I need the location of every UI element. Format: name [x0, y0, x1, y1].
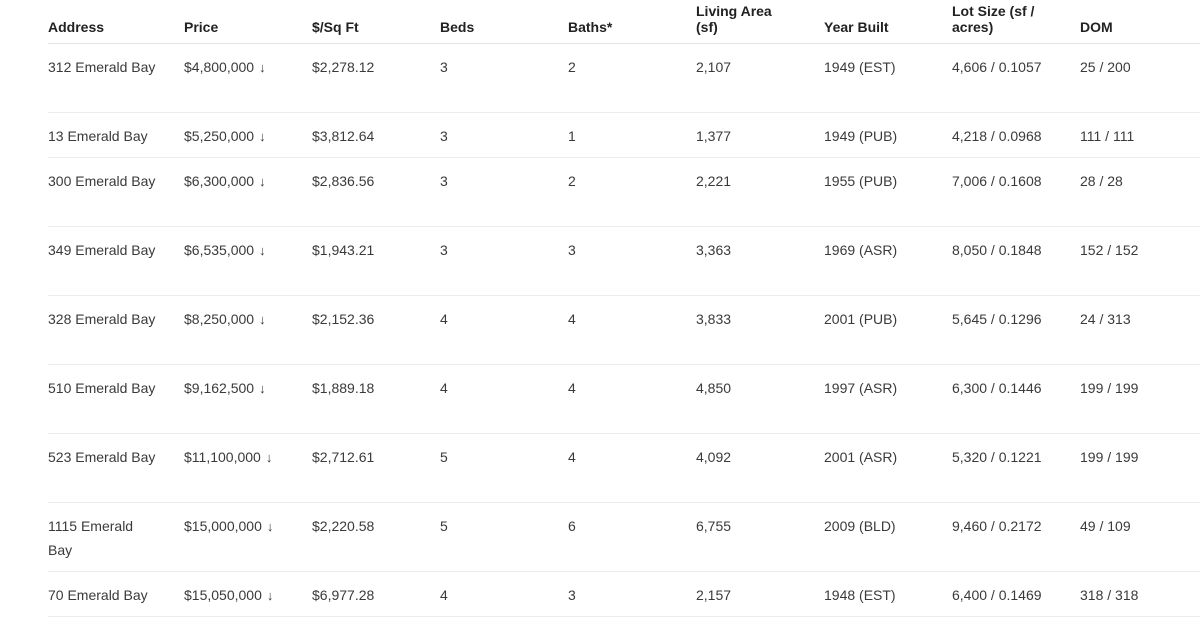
table-row [48, 433, 1200, 502]
living-area-cell: 4,850 [696, 364, 824, 433]
baths-cell: 2 [568, 43, 696, 112]
price-text: $6,535,000 [184, 241, 255, 258]
price-cell [184, 226, 312, 295]
beds-cell: 4 [440, 295, 568, 364]
year-built-cell: 1949 (EST) [824, 43, 952, 112]
living-area-cell: 3,363 [696, 226, 824, 295]
address-text: 328 Emerald Bay [48, 310, 156, 327]
living-area-cell: 6,755 [696, 502, 824, 571]
price-text: $8,250,000 [184, 310, 255, 327]
year-built-cell: 1948 (EST) [824, 571, 952, 616]
year-built-cell: 2001 (ASR) [824, 433, 952, 502]
price-per-sqft-cell: $1,889.18 [312, 364, 440, 433]
price-text: $5,250,000 [184, 127, 255, 144]
baths-cell: 3 [568, 226, 696, 295]
dom-cell: 111 / 111 [1080, 112, 1200, 157]
year-built-cell: 2009 (BLD) [824, 502, 952, 571]
price-cell [184, 433, 312, 502]
year-built-cell: 1997 (ASR) [824, 364, 952, 433]
arrow-down-icon: ↓ [266, 587, 274, 603]
address-text: 312 Emerald Bay [48, 58, 156, 75]
baths-cell: 4 [568, 364, 696, 433]
dom-cell: 24 / 313 [1080, 295, 1200, 364]
header-year-built: Year Built [824, 0, 952, 43]
table-row [48, 157, 1200, 226]
lot-size-cell: 4,606 / 0.1057 [952, 43, 1080, 112]
beds-cell: 3 [440, 157, 568, 226]
living-area-cell: 1,377 [696, 112, 824, 157]
year-built-cell: 1949 (PUB) [824, 112, 952, 157]
beds-cell: 3 [440, 43, 568, 112]
price-per-sqft-cell: $2,152.36 [312, 295, 440, 364]
price-cell [184, 364, 312, 433]
price-per-sqft-cell: $2,278.12 [312, 43, 440, 112]
arrow-down-icon: ↓ [259, 128, 266, 144]
beds-cell: 5 [440, 433, 568, 502]
price-per-sqft-cell: $2,220.58 [312, 502, 440, 571]
lot-size-cell: 5,645 / 0.1296 [952, 295, 1080, 364]
price-per-sqft-cell: $2,836.56 [312, 157, 440, 226]
dom-cell: 318 / 318 [1080, 571, 1200, 616]
beds-cell: 4 [440, 364, 568, 433]
address-cell [48, 502, 184, 571]
table-row [48, 295, 1200, 364]
price-text: $11,100,000 [184, 448, 261, 465]
price-text: $6,300,000 [184, 172, 255, 189]
header-beds: Beds [440, 0, 568, 43]
price-per-sqft-cell: $2,712.61 [312, 433, 440, 502]
arrow-down-icon: ↓ [259, 380, 266, 396]
header-address: Address [48, 0, 184, 43]
price-cell [184, 295, 312, 364]
living-area-cell: 2,157 [696, 571, 824, 616]
address-cell [48, 43, 184, 112]
header-dom: DOM [1080, 0, 1200, 43]
address-text: 70 Emerald Bay [48, 586, 148, 603]
table-row [48, 226, 1200, 295]
price-text: $15,050,000 [184, 586, 262, 603]
price-text: $4,800,000 [184, 58, 255, 75]
baths-cell: 3 [568, 571, 696, 616]
dom-cell: 25 / 200 [1080, 43, 1200, 112]
living-area-cell: 2,221 [696, 157, 824, 226]
living-area-cell: 2,107 [696, 43, 824, 112]
lot-size-cell: 7,006 / 0.1608 [952, 157, 1080, 226]
arrow-down-icon: ↓ [266, 518, 274, 534]
arrow-down-icon: ↓ [259, 173, 266, 189]
header-living-area: Living Area (sf) [696, 0, 824, 43]
price-cell [184, 43, 312, 112]
listings-table [48, 0, 1200, 617]
header-price: Price [184, 0, 312, 43]
price-text: $15,000,000 [184, 517, 262, 534]
baths-cell: 2 [568, 157, 696, 226]
beds-cell: 5 [440, 502, 568, 571]
price-per-sqft-cell: $1,943.21 [312, 226, 440, 295]
address-text: 349 Emerald Bay [48, 241, 156, 258]
price-cell [184, 112, 312, 157]
table-row [48, 364, 1200, 433]
baths-cell: 1 [568, 112, 696, 157]
arrow-down-icon: ↓ [259, 242, 266, 258]
price-cell [184, 157, 312, 226]
dom-cell: 199 / 199 [1080, 364, 1200, 433]
year-built-cell: 2001 (PUB) [824, 295, 952, 364]
baths-cell: 4 [568, 433, 696, 502]
table-row [48, 112, 1200, 157]
lot-size-cell: 5,320 / 0.1221 [952, 433, 1080, 502]
lot-size-cell: 6,300 / 0.1446 [952, 364, 1080, 433]
address-cell [48, 295, 184, 364]
table-header [48, 0, 1200, 43]
price-per-sqft-cell: $3,812.64 [312, 112, 440, 157]
lot-size-cell: 6,400 / 0.1469 [952, 571, 1080, 616]
lot-size-cell: 9,460 / 0.2172 [952, 502, 1080, 571]
living-area-cell: 4,092 [696, 433, 824, 502]
address-cell [48, 112, 184, 157]
dom-cell: 152 / 152 [1080, 226, 1200, 295]
dom-cell: 28 / 28 [1080, 157, 1200, 226]
address-text: 13 Emerald Bay [48, 127, 148, 144]
address-text: 523 Emerald Bay [48, 448, 156, 465]
lot-size-cell: 8,050 / 0.1848 [952, 226, 1080, 295]
header-row [48, 0, 1200, 43]
living-area-cell: 3,833 [696, 295, 824, 364]
address-cell [48, 571, 184, 616]
arrow-down-icon: ↓ [265, 449, 273, 465]
beds-cell: 4 [440, 571, 568, 616]
year-built-cell: 1955 (PUB) [824, 157, 952, 226]
arrow-down-icon: ↓ [259, 311, 266, 327]
price-cell [184, 502, 312, 571]
address-cell [48, 433, 184, 502]
year-built-cell: 1969 (ASR) [824, 226, 952, 295]
baths-cell: 6 [568, 502, 696, 571]
address-cell [48, 157, 184, 226]
price-per-sqft-cell: $6,977.28 [312, 571, 440, 616]
table-row [48, 571, 1200, 616]
lot-size-cell: 4,218 / 0.0968 [952, 112, 1080, 157]
address-text: 300 Emerald Bay [48, 172, 156, 189]
beds-cell: 3 [440, 112, 568, 157]
header-lot-size: Lot Size (sf / acres) [952, 0, 1080, 43]
beds-cell: 3 [440, 226, 568, 295]
arrow-down-icon: ↓ [259, 59, 266, 75]
price-cell [184, 571, 312, 616]
price-text: $9,162,500 [184, 379, 255, 396]
table-body [48, 43, 1200, 616]
address-text: 1115 Emerald Bay [48, 517, 134, 558]
table-row [48, 43, 1200, 112]
table-row [48, 502, 1200, 571]
address-text: 510 Emerald Bay [48, 379, 156, 396]
baths-cell: 4 [568, 295, 696, 364]
dom-cell: 49 / 109 [1080, 502, 1200, 571]
address-cell [48, 364, 184, 433]
address-cell [48, 226, 184, 295]
dom-cell: 199 / 199 [1080, 433, 1200, 502]
header-baths: Baths* [568, 0, 696, 43]
listings-table-container [48, 0, 1200, 617]
header-price-per-sqft: $/Sq Ft [312, 0, 440, 43]
